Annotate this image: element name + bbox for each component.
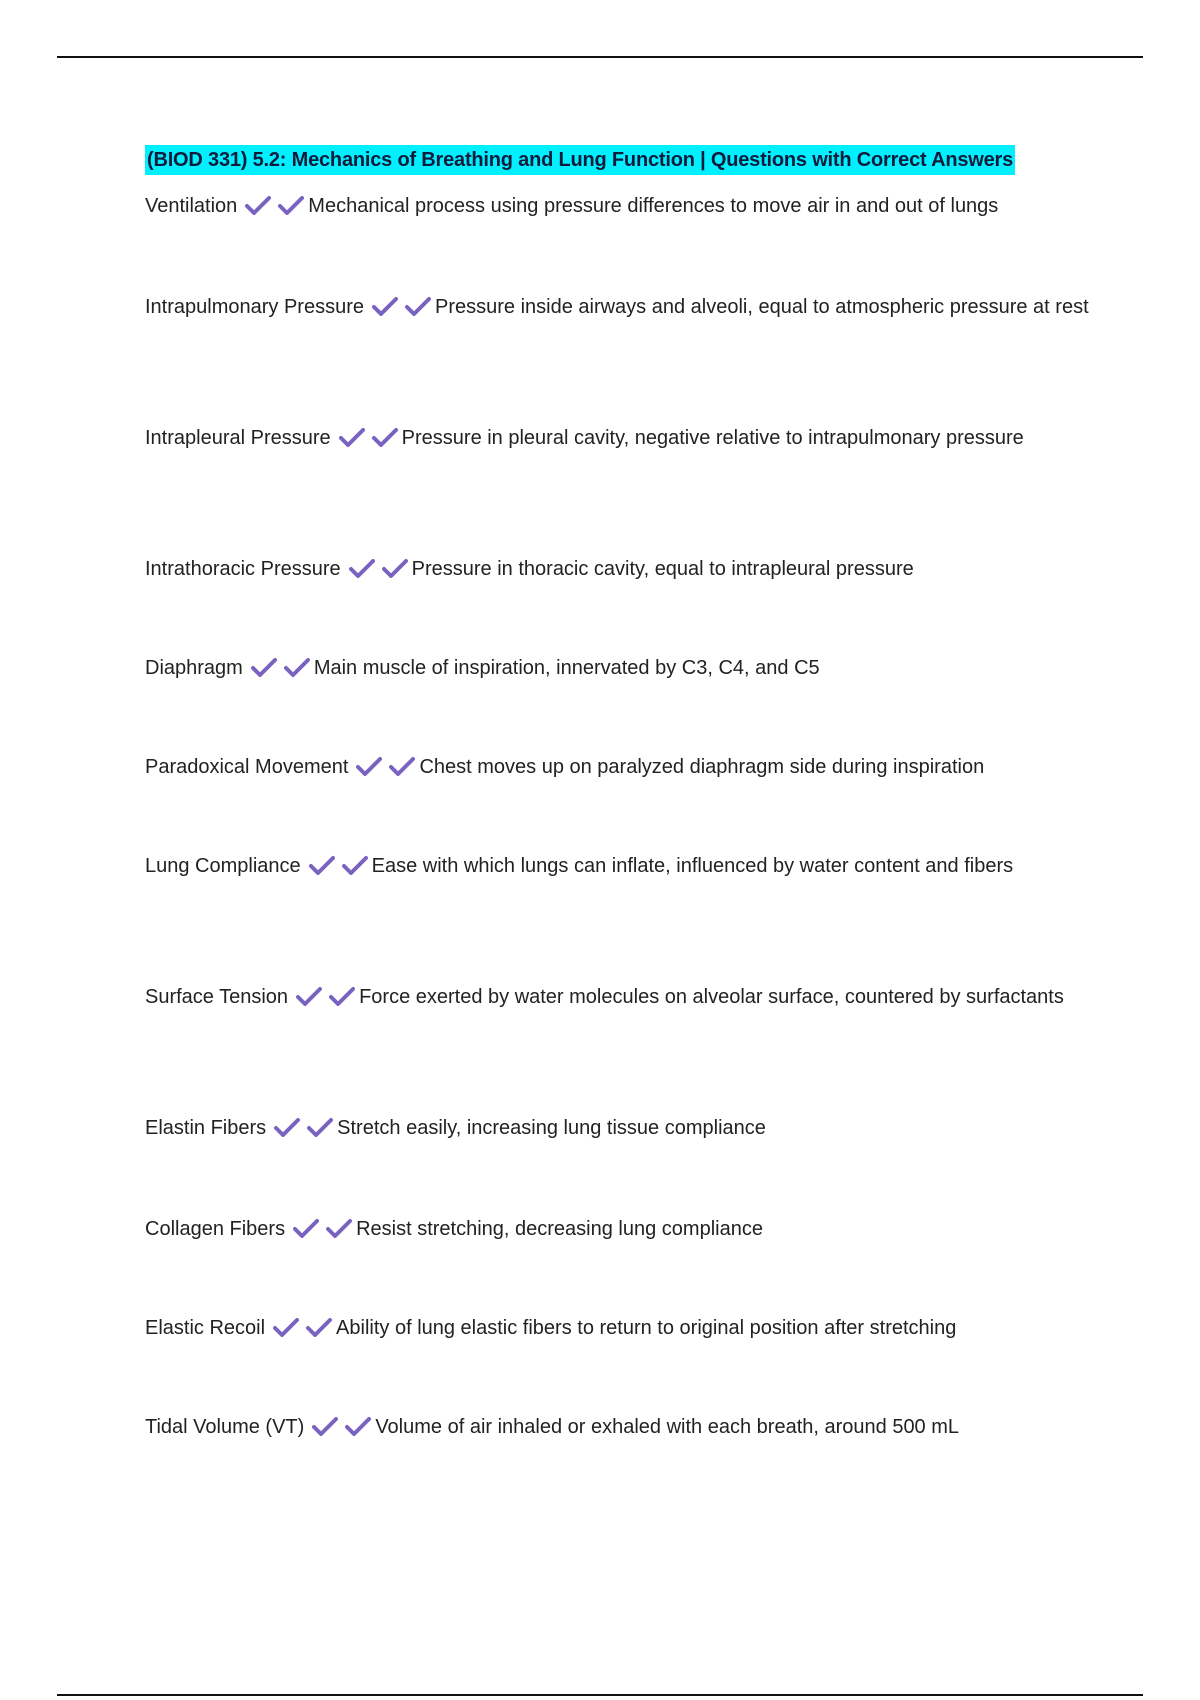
entry-definition: Pressure in pleural cavity, negative relative to intrapulmonary pressure: [401, 427, 1024, 449]
entry-tidal-volume: [145, 1412, 1095, 1446]
entry-elastin-fibers: [145, 1113, 1095, 1147]
check-icon: [345, 1416, 371, 1436]
entry-intrapleural-pressure: [145, 423, 1095, 457]
check-icon: [296, 986, 322, 1006]
entry-definition: Mechanical process using pressure differences to move air in and out of lungs: [308, 195, 999, 217]
check-icon: [274, 1117, 300, 1137]
answer-checkmarks: [356, 755, 415, 786]
document-title: (BIOD 331) 5.2: Mechanics of Breathing and Lung Function | Questions with Correct Answers: [145, 145, 1015, 175]
entry-term: Elastin Fibers: [145, 1117, 267, 1139]
entry-collagen-fibers: [145, 1214, 1095, 1248]
check-icon: [251, 657, 277, 677]
entry-term: Tidal Volume (VT): [145, 1416, 305, 1438]
entry-definition: Ability of lung elastic fibers to return to original position after stretching: [336, 1317, 957, 1339]
bottom-rule: [57, 1694, 1143, 1696]
check-icon: [307, 1117, 333, 1137]
check-icon: [329, 986, 355, 1006]
entry-definition: Force exerted by water molecules on alveolar surface, countered by surfactants: [359, 986, 1064, 1008]
entry-definition: Chest moves up on paralyzed diaphragm side during inspiration: [419, 756, 985, 778]
entry-term: Intrathoracic Pressure: [145, 558, 341, 580]
check-icon: [356, 756, 382, 776]
answer-checkmarks: [273, 1316, 332, 1347]
entry-definition: Main muscle of inspiration, innervated by C3, C4, and C5: [313, 657, 820, 679]
answer-checkmarks: [349, 557, 408, 588]
entry-elastic-recoil: [145, 1313, 1095, 1347]
answer-checkmarks: [309, 854, 368, 885]
entry-paradoxical-movement: [145, 752, 1095, 786]
check-icon: [326, 1218, 352, 1238]
check-icon: [405, 296, 431, 316]
answer-checkmarks: [296, 985, 355, 1016]
check-icon: [306, 1317, 332, 1337]
check-icon: [339, 427, 365, 447]
check-icon: [278, 195, 304, 215]
entry-definition: Pressure in thoracic cavity, equal to intrapleural pressure: [411, 558, 914, 580]
answer-checkmarks: [372, 295, 431, 326]
entry-definition: Stretch easily, increasing lung tissue compliance: [337, 1117, 766, 1139]
answer-checkmarks: [339, 426, 398, 457]
answer-checkmarks: [251, 656, 310, 687]
entry-term: Diaphragm: [145, 657, 243, 679]
entry-term: Collagen Fibers: [145, 1218, 286, 1240]
entry-ventilation: [145, 191, 1095, 225]
check-icon: [245, 195, 271, 215]
document-body: [145, 145, 1095, 1438]
entry-definition: Ease with which lungs can inflate, influenced by water content and fibers: [371, 855, 1014, 877]
entry-term: Surface Tension: [145, 986, 289, 1008]
check-icon: [349, 558, 375, 578]
entry-surface-tension: [145, 982, 1095, 1016]
entry-intrathoracic-pressure: [145, 554, 1095, 588]
entry-intrapulmonary-pressure: [145, 292, 1095, 326]
entry-lung-compliance: [145, 851, 1095, 885]
check-icon: [389, 756, 415, 776]
entry-term: Intrapulmonary Pressure: [145, 296, 364, 318]
entry-definition: Pressure inside airways and alveoli, equal to atmospheric pressure at rest: [434, 296, 1089, 318]
check-icon: [342, 855, 368, 875]
check-icon: [372, 427, 398, 447]
entry-term: Elastic Recoil: [145, 1317, 266, 1339]
check-icon: [309, 855, 335, 875]
check-icon: [372, 296, 398, 316]
entry-diaphragm: [145, 653, 1095, 687]
top-rule: [57, 56, 1143, 58]
check-icon: [382, 558, 408, 578]
entry-term: Intrapleural Pressure: [145, 427, 331, 449]
check-icon: [293, 1218, 319, 1238]
entry-definition: Volume of air inhaled or exhaled with each breath, around 500 mL: [375, 1416, 960, 1438]
entry-definition: Resist stretching, decreasing lung compliance: [356, 1218, 763, 1240]
answer-checkmarks: [312, 1415, 371, 1446]
entry-term: Lung Compliance: [145, 855, 301, 877]
check-icon: [273, 1317, 299, 1337]
answer-checkmarks: [293, 1217, 352, 1248]
entry-term: Ventilation: [145, 195, 238, 217]
answer-checkmarks: [245, 194, 304, 225]
answer-checkmarks: [274, 1116, 333, 1147]
check-icon: [312, 1416, 338, 1436]
check-icon: [284, 657, 310, 677]
entry-term: Paradoxical Movement: [145, 756, 349, 778]
